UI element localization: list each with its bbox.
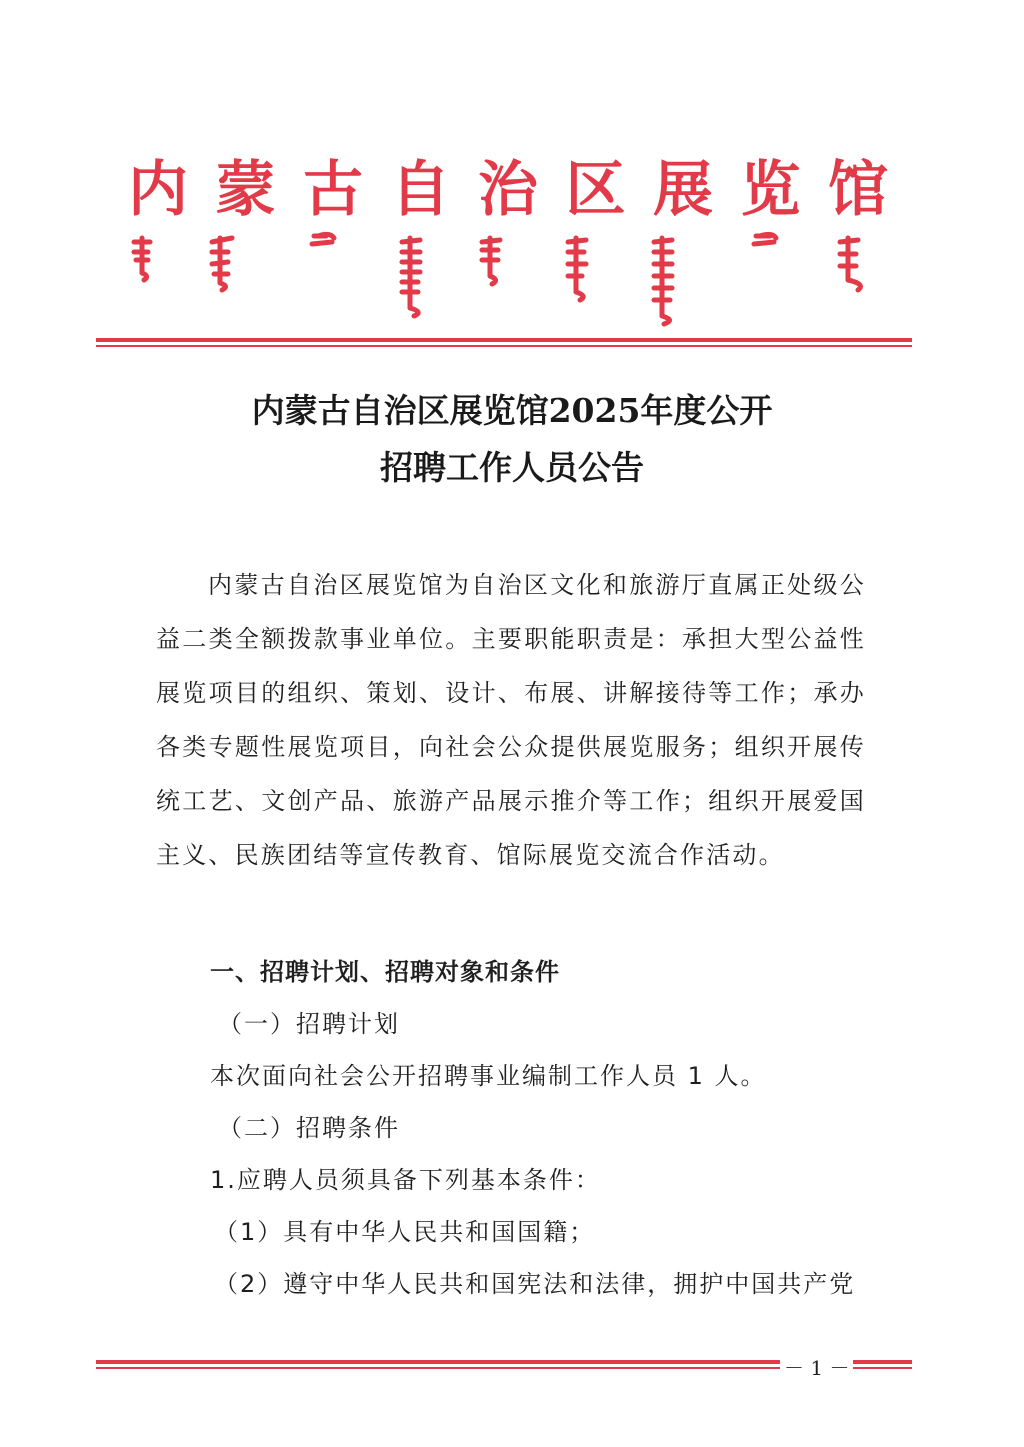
document-title-line1: 内蒙古自治区展览馆2025年度公开 [251,391,773,430]
letterhead-char: 古 [303,155,363,225]
paragraph-text: 本次面向社会公开招聘事业编制工作人员 1 人。 [210,1062,767,1090]
mongolian-script-icon [120,228,900,328]
letterhead-char: 治 [478,155,538,225]
letterhead-char: 内 [128,155,188,225]
list-item: 1.应聘人员须具备下列基本条件： [210,1166,601,1194]
intro-paragraph: 内蒙古自治区展览馆为自治区文化和旅游厅直属正处级公益二类全额拨款事业单位。主要职能职责是：承担大型公益性展览项目的组织、策划、设计、布展、讲解接待等工作；承办各类专题性展览项目，向社会公众提供展览服务；组织开展传统工艺、文创产品、旅游产品展示推介等工作；组织开展爱国主义、民族团结等宣传教育、馆际展览交流合作活动。 [156,571,866,869]
page-number: － 1 － [780,1352,853,1381]
letterhead-char: 区 [565,155,626,225]
letterhead-char: 览 [740,155,801,225]
header-divider [96,338,912,347]
letterhead-char: 蒙 [215,155,276,225]
list-item: （2）遵守中华人民共和国宪法和法律，拥护中国共产党 [214,1270,856,1298]
letterhead-char: 馆 [828,155,888,225]
list-item: （1）具有中华人民共和国国籍； [214,1218,596,1246]
letterhead-char: 展 [653,155,713,225]
letterhead-title [128,150,888,230]
subsection-heading: （二）招聘条件 [218,1114,400,1142]
document-title-line2: 招聘工作人员公告 [380,448,644,487]
section-heading: 一、招聘计划、招聘对象和条件 [210,958,560,986]
subsection-heading: （一）招聘计划 [218,1010,400,1038]
letterhead-char: 自 [390,155,451,225]
mongolian-script-logo [120,228,900,328]
